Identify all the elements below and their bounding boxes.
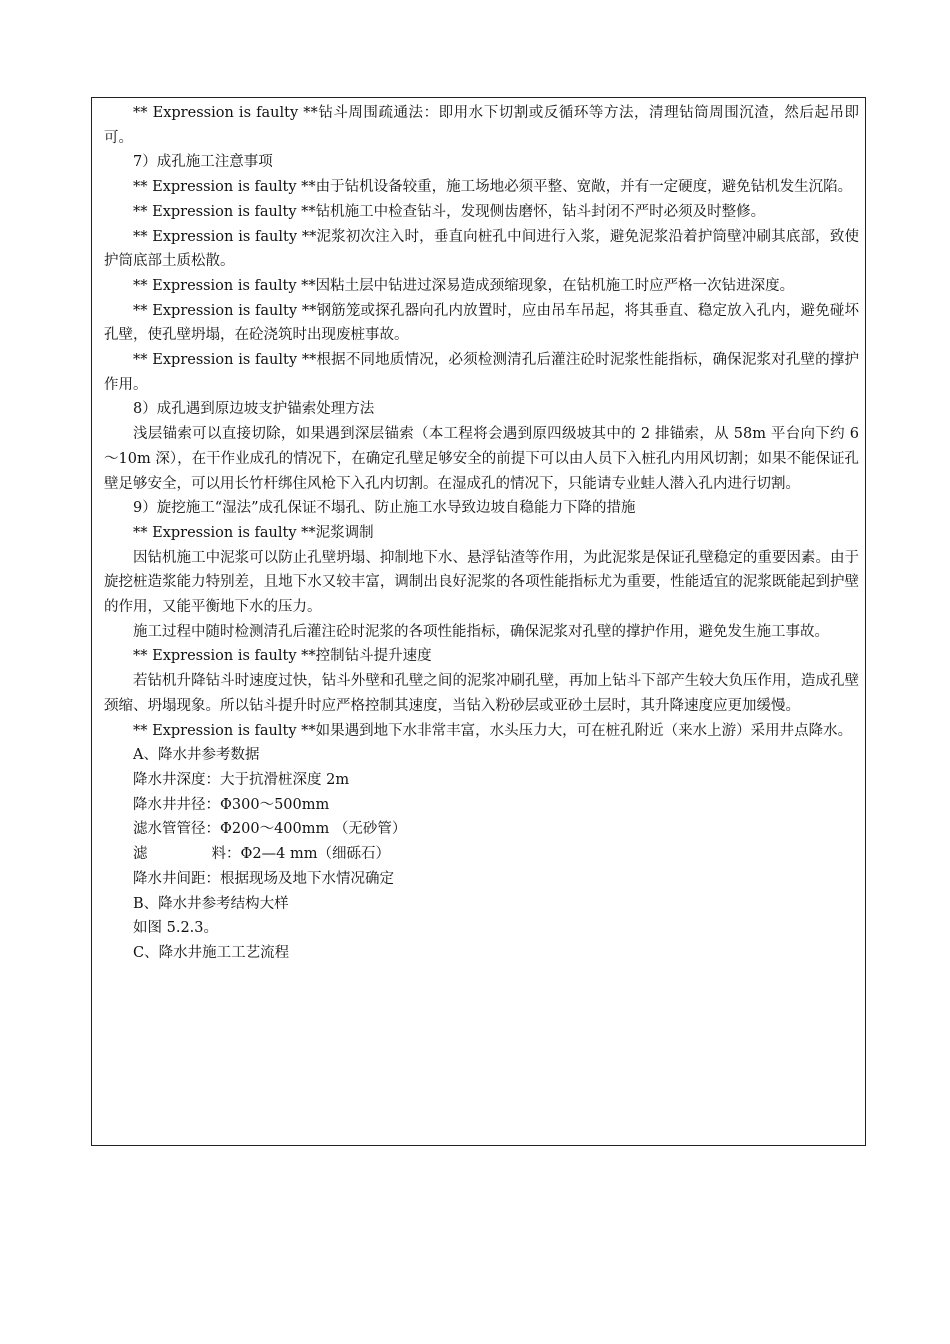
- paragraph: ** Expression is faulty **钻斗周围疏通法：即用水下切割或反循环等方法，清理钻筒周围沉渣，然后起吊即可。: [104, 105, 859, 146]
- paragraph: ** Expression is faulty **因粘土层中钻进过深易造成颈缩现象，在钻机施工时应严格一次钻进深度。: [133, 277, 795, 294]
- paragraph: 浅层锚索可以直接切除，如果遇到深层锚索（本工程将会遇到原四级坡其中的 2 排锚索，从 58m 平台向下约 6～10m 深），在干作业成孔的情况下，在确定孔壁足够安全的前提下可以由人员下入桩孔内用风切割；如果不能保证孔壁足够安全，可以用长竹杆绑住风枪下入孔内切割。在湿成孔的情况下，只能请专业蛙人潜入孔内进行切割。: [104, 426, 859, 492]
- paragraph: 因钻机施工中泥浆可以防止孔壁坍塌、抑制地下水、悬浮钻渣等作用，为此泥浆是保证孔壁稳定的重要因素。由于旋挖桩造浆能力特别差，且地下水又较丰富，调制出良好泥浆的各项性能指标尤为重要，性能适宜的泥浆既能起到护壁的作用，又能平衡地下水的压力。: [104, 549, 859, 616]
- paragraph: ** Expression is faulty **根据不同地质情况，必须检测清孔后灌注砼时泥浆性能指标，确保泥浆对孔壁的撑护作用。: [104, 352, 859, 393]
- paragraph: ** Expression is faulty **如果遇到地下水非常丰富，水头压力大，可在桩孔附近（来水上游）采用井点降水。: [133, 722, 853, 739]
- list-item: [104, 842, 859, 867]
- paragraph: ** Expression is faulty **泥浆调制: [133, 524, 374, 541]
- section-heading: 7）成孔施工注意事项: [133, 154, 273, 171]
- paragraph: ** Expression is faulty **钢筋笼或探孔器向孔内放置时，应由吊车吊起，将其垂直、稳定放入孔内，避免碰坏孔壁，使孔壁坍塌，在砼浇筑时出现废桩事故。: [104, 302, 859, 344]
- filter-label-start: 滤: [133, 846, 148, 863]
- paragraph: ** Expression is faulty **控制钻斗提升速度: [133, 648, 432, 665]
- paragraph: ** Expression is faulty **泥浆初次注入时，垂直向桩孔中间进行入浆，避免泥浆沿着护筒壁冲刷其底部，致使护筒底部土质松散。: [104, 228, 859, 270]
- list-item: 降水井深度：大于抗滑桩深度 2m: [133, 771, 350, 788]
- paragraph: 施工过程中随时检测清孔后灌注砼时泥浆的各项性能指标，确保泥浆对孔壁的撑护作用，避免发生施工事故。: [133, 623, 829, 640]
- list-item: 如图 5.2.3。: [133, 920, 219, 937]
- list-item: B、降水井参考结构大样: [133, 895, 289, 912]
- section-heading: 8）成孔遇到原边坡支护锚索处理方法: [133, 401, 375, 418]
- list-item: 滤水管管径：Φ200～400mm （无砂管）: [133, 821, 407, 838]
- paragraph: ** Expression is faulty **由于钻机设备较重，施工场地必须平整、宽敞，并有一定硬度，避免钻机发生沉陷。: [133, 179, 853, 196]
- filter-label-end: 料：Φ2—4 mm（细砾石）: [211, 846, 390, 863]
- list-item: 降水井井径：Φ300～500mm: [133, 796, 330, 813]
- list-item: A、降水井参考数据: [133, 747, 260, 764]
- list-item: 降水井间距：根据现场及地下水情况确定: [133, 870, 394, 887]
- list-item: C、降水井施工工艺流程: [133, 944, 290, 961]
- paragraph: ** Expression is faulty **钻机施工中检查钻斗，发现侧齿磨怀，钻斗封闭不严时必须及时整修。: [133, 203, 766, 220]
- section-heading: 9）旋挖施工“湿法”成孔保证不塌孔、防止施工水导致边坡自稳能力下降的措施: [133, 500, 636, 517]
- document-frame: [91, 97, 866, 1146]
- paragraph: 若钻机升降钻斗时速度过快，钻斗外壁和孔壁之间的泥浆冲刷孔壁，再加上钻斗下部产生较大负压作用，造成孔壁颈缩、坍塌现象。所以钻斗提升时应严格控制其速度，当钻入粉砂层或亚砂土层时，其升降速度应更加缓慢。: [104, 673, 859, 714]
